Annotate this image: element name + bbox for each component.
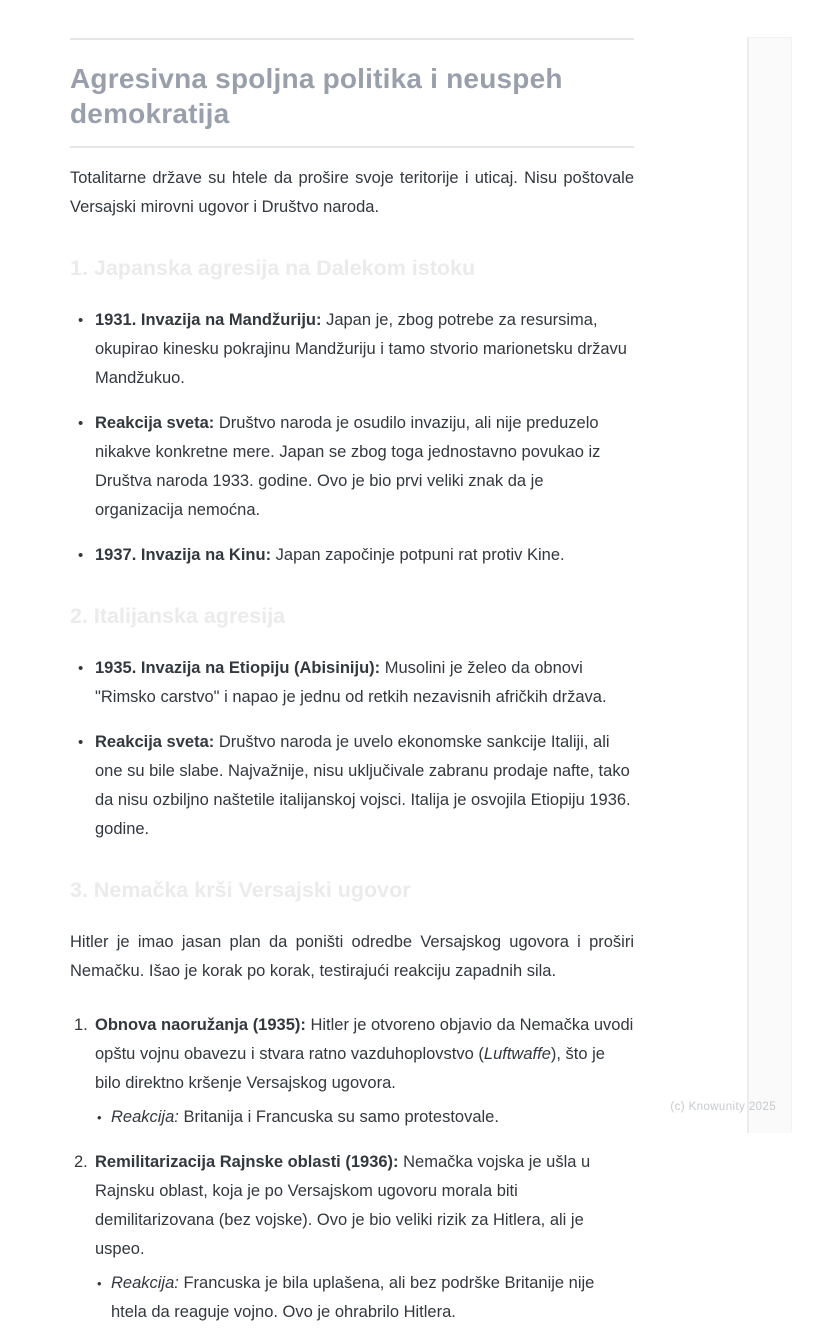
bullet-icon: • xyxy=(78,660,84,677)
italic-term: Luftwaffe xyxy=(483,1045,551,1063)
sub-bullet-list xyxy=(95,1103,634,1132)
copyright-watermark: (c) Knowunity 2025 xyxy=(670,1101,776,1113)
list-item xyxy=(70,409,634,525)
section-3-paragraph: Hitler je imao jasan plan da poništi odredbe Versajskog ugovora i proširi Nemačku. Išao je korak po korak, testirajući reakciju zapadnih sila. xyxy=(70,933,634,980)
list-item-lead: Reakcija sveta: xyxy=(95,414,215,432)
sub-list-item xyxy=(95,1103,634,1132)
intro-paragraph: Totalitarne države su htele da prošire svoje teritorije i uticaj. Nisu poštovale Versajski mirovni ugovor i Društvo naroda. xyxy=(70,169,634,216)
list-item xyxy=(70,541,634,570)
bullet-icon: • xyxy=(97,1110,102,1125)
numbered-item-lead: Remilitarizacija Rajnske oblasti (1936): xyxy=(95,1153,399,1171)
bullet-icon: • xyxy=(97,1276,102,1291)
section-2-bullet-list xyxy=(70,654,634,844)
list-item-body: Društvo naroda je uvelo ekonomske sankcije Italiji, ali one su bile slabe. Najvažnije, nisu uključivale zabranu prodaje nafte, tako da nisu ozbiljno naštetile italijanskoj vojsci. Italija je osvojila Etiopiju 1936. godine. xyxy=(95,733,631,838)
list-item-text xyxy=(95,541,634,570)
list-item-body: Japan započinje potpuni rat protiv Kine. xyxy=(271,546,565,564)
sub-item-text xyxy=(111,1269,634,1327)
list-item-lead: 1937. Invazija na Kinu: xyxy=(95,546,272,564)
numbered-item xyxy=(70,1148,634,1327)
next-page-edge xyxy=(747,37,792,1133)
list-item-text xyxy=(95,728,634,844)
sub-item-lead: Reakcija: xyxy=(111,1274,179,1292)
bullet-icon: • xyxy=(78,415,84,432)
list-item-body: Musolini je želeo da obnovi "Rimsko carstvo" i napao je jednu od retkih nezavisnih afričkih država. xyxy=(95,659,607,706)
section-1-bullet-list xyxy=(70,306,634,570)
number-marker: 2. xyxy=(74,1153,88,1171)
list-item xyxy=(70,654,634,712)
bullet-icon: • xyxy=(78,734,84,751)
numbered-item-lead: Obnova naoružanja (1935): xyxy=(95,1016,306,1034)
list-item-lead: 1935. Invazija na Etiopiju (Abisiniju): xyxy=(95,659,381,677)
bullet-icon: • xyxy=(78,312,84,329)
section-heading-2: 2. Italijanska agresija xyxy=(70,604,286,628)
list-item-text xyxy=(95,409,634,525)
numbered-item-body: ), što je bilo direktno kršenje Versajskog ugovora. xyxy=(95,1045,605,1092)
numbered-item-body: Nemačka vojska je ušla u Rajnsku oblast, koja je po Versajskom ugovoru morala biti demilitarizovana (bez vojske). Ovo je bio veliki rizik za Hitlera, ali je uspeo. xyxy=(95,1153,591,1258)
numbered-item xyxy=(70,1011,634,1132)
number-marker: 1. xyxy=(74,1016,88,1034)
list-item-body: Japan je, zbog potrebe za resursima, okupirao kinesku pokrajinu Mandžuriju i tamo stvorio marionetsku državu Mandžukuo. xyxy=(95,311,627,387)
top-divider xyxy=(70,38,634,40)
document-page xyxy=(70,0,634,1343)
page-title: Agresivna spoljna politika i neuspeh demokratija xyxy=(70,63,563,129)
bullet-icon: • xyxy=(78,547,84,564)
list-item-body: Društvo naroda je osudilo invaziju, ali nije preduzelo nikakve konkretne mere. Japan se zbog toga jednostavno povukao iz Društva naroda 1933. godine. Ovo je bio prvi veliki znak da je organizacija nemoćna. xyxy=(95,414,601,519)
sub-item-body: Britanija i Francuska su samo protestovale. xyxy=(178,1108,499,1126)
numbered-item-text xyxy=(95,1148,634,1327)
list-item xyxy=(70,728,634,844)
sub-item-lead: Reakcija: xyxy=(111,1108,179,1126)
numbered-item-text xyxy=(95,1011,634,1132)
sub-item-text xyxy=(111,1103,634,1132)
title-divider xyxy=(70,146,634,148)
section-heading-1: 1. Japanska agresija na Dalekom istoku xyxy=(70,256,476,280)
list-item-lead: Reakcija sveta: xyxy=(95,733,215,751)
list-item-text xyxy=(95,306,634,393)
list-item-text xyxy=(95,654,634,712)
list-item xyxy=(70,306,634,393)
numbered-item-body: Hitler je otvoreno objavio da Nemačka uvodi opštu vojnu obavezu i stvara ratno vazduhoplovstvo ( xyxy=(95,1016,634,1063)
section-heading-3: 3. Nemačka krši Versajski ugovor xyxy=(70,878,411,902)
sub-list-item xyxy=(95,1269,634,1327)
sub-item-body: Francuska je bila uplašena, ali bez podrške Britanije nije htela da reaguje vojno. Ovo je ohrabrilo Hitlera. xyxy=(111,1274,595,1321)
section-3-numbered-list xyxy=(70,1011,634,1327)
sub-bullet-list xyxy=(95,1269,634,1327)
list-item-lead: 1931. Invazija na Mandžuriju: xyxy=(95,311,322,329)
